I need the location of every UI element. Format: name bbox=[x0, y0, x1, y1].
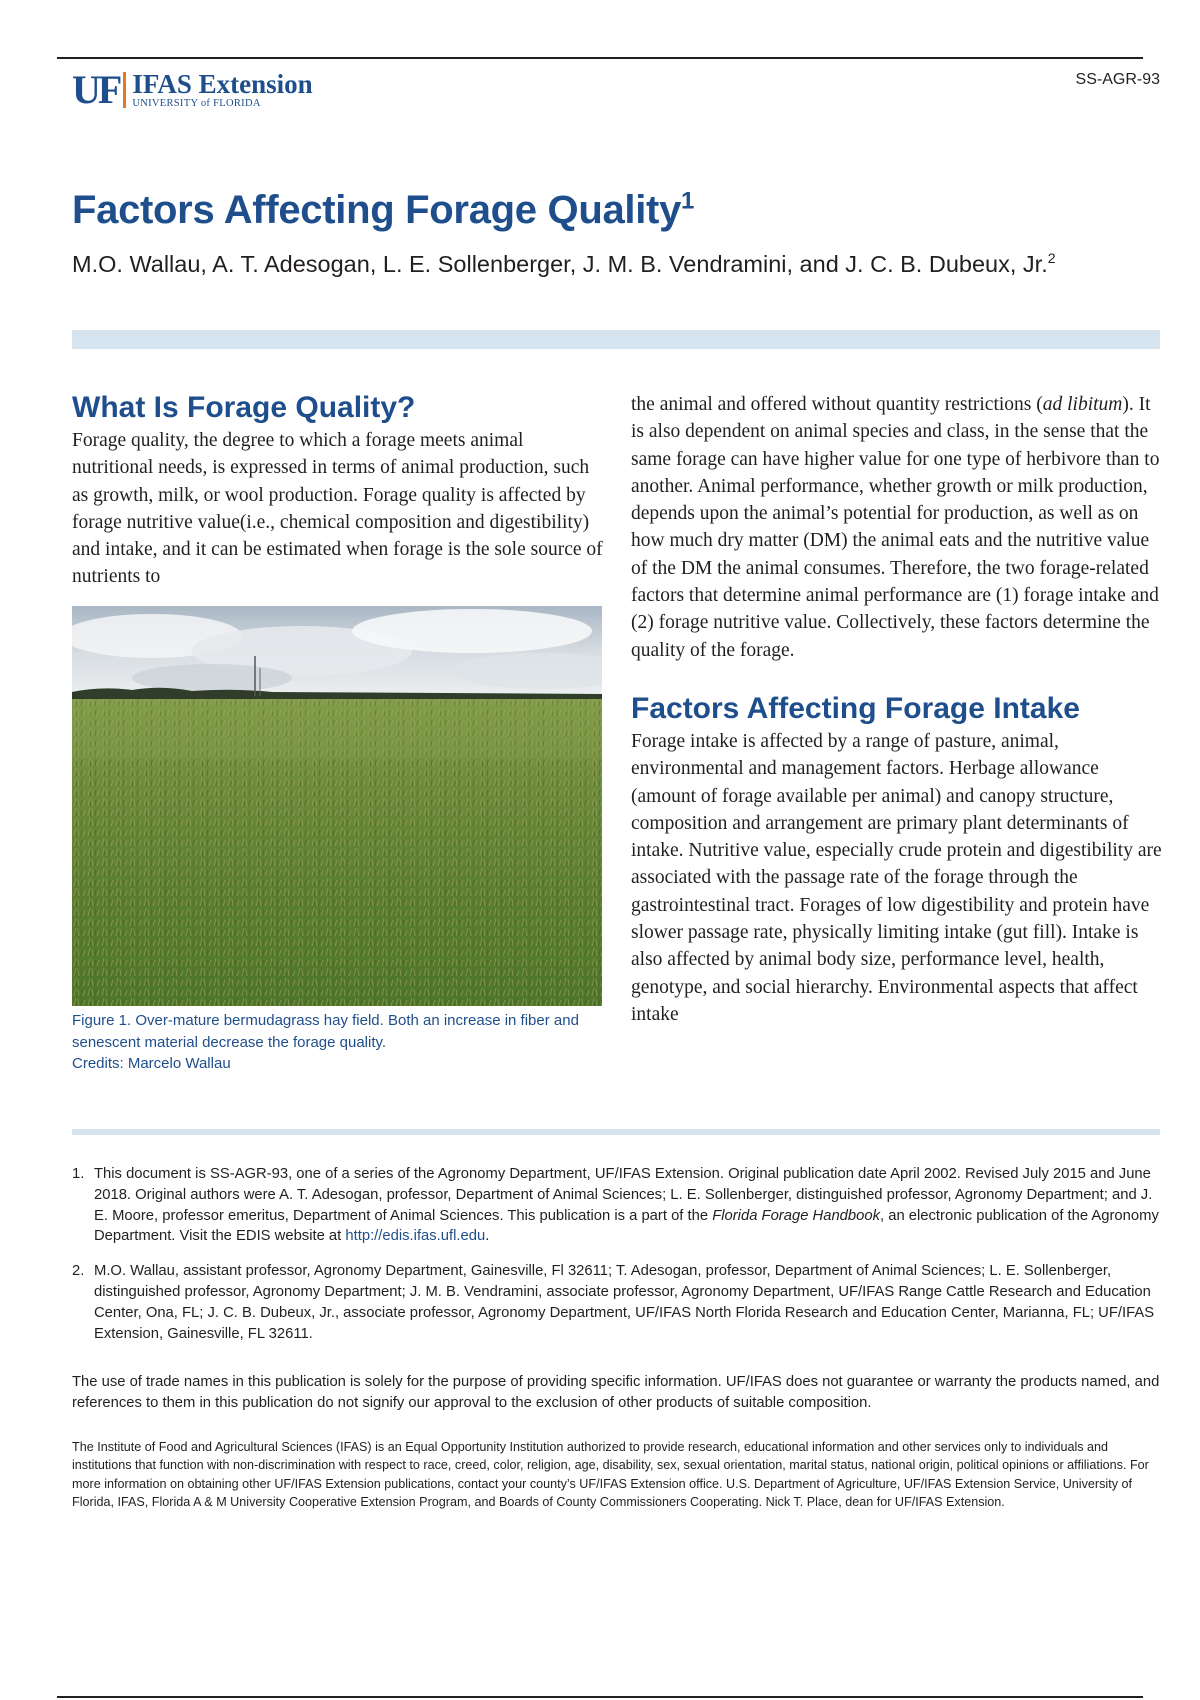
section-paragraph-forage-intake: Forage intake is affected by a range of pasture, animal, environmental and management factors. Herbage allowance (amount of forage available per animal) and canopy structure, composition and arrangement are primary plant determinants of intake. Nutritive value, especially crude protein and digestibility are associated with the passage rate of the forage through the gastrointestinal tract. Forages of low digestibility and protein have slower passage rate, physically limiting intake (gut fill). Intake is also affected by animal body size, performance level, health, genotype, and social hierarchy. Environmental aspects that affect intake bbox=[631, 730, 1162, 1025]
continued-text-b: ). It is also dependent on animal species and class, in the sense that the same forage can have higher value for one type of herbivore than to another. Animal performance, whether growth or milk production, depends upon the animal’s potential for production, as well as on how much dry matter (DM) the animal eats and the nutritive value of the DM the animal consumes. Therefore, the two forage-related factors that determine animal performance are (1) forage intake and (2) forage nutritive value. Collectively, these factors determine the quality of the forage. bbox=[631, 394, 1160, 661]
figure-credits: Credits: Marcelo Wallau bbox=[72, 1055, 231, 1072]
trade-name-notice: The use of trade names in this publication is solely for the purpose of providing specific information. UF/IFAS does not guarantee or warranty the products named, and references to them in this publication do not signify our approval to the exclusion of other products of suitable composition. bbox=[72, 1374, 1160, 1411]
header-band bbox=[72, 330, 1160, 349]
footnote-text-b: , an electronic publication of the Agronomy Department. Visit the EDIS website at bbox=[94, 1207, 1159, 1245]
footnote-number: 1. bbox=[72, 1166, 85, 1182]
footnote-text-a: This document is SS-AGR-93, one of a series of the Agronomy Department, UF/IFAS Extension. Original publication date April 2002. Revised July 2015 and June 2018. Original authors were A. T. Adesogan, professor, Department of Animal Sciences; L. E. Sollenberger, distinguished professor, Agronomy Department; and J. E. Moore, professor emeritus, Department of Animal Sciences. This publication is a part of the bbox=[94, 1166, 1153, 1224]
footnote-divider bbox=[72, 1129, 1160, 1135]
figure-1-photo bbox=[72, 606, 602, 1006]
authors-text: M.O. Wallau, A. T. Adesogan, L. E. Sollenberger, J. M. B. Vendramini, and J. C. B. Dubeux, Jr. bbox=[72, 251, 1048, 277]
footnotes bbox=[72, 1164, 1162, 1358]
equal-opportunity-statement: The Institute of Food and Agricultural Sciences (IFAS) is an Equal Opportunity Institution authorized to provide research, educational information and other services only to individuals and institutions that function with non-discrimination with respect to race, creed, color, religion, age, disability, sex, sexual orientation, marital status, national origin, political opinions or affiliations. For more information on obtaining other UF/IFAS Extension publications, contact your county’s UF/IFAS Extension office. U.S. Department of Agriculture, UF/IFAS Extension Service, University of Florida, IFAS, Florida A & M University Cooperative Extension Program, and Boards of County Commissioners Cooperating. Nick T. Place, dean for UF/IFAS Extension. bbox=[72, 1440, 1149, 1510]
continued-text-a: the animal and offered without quantity restrictions ( bbox=[631, 394, 1043, 415]
footnote-italic-title: Florida Forage Handbook bbox=[712, 1207, 880, 1224]
figure-caption-text: Figure 1. Over-mature bermudagrass hay field. Both an increase in fiber and senescent material decrease the forage quality. bbox=[72, 1012, 579, 1051]
top-rule bbox=[57, 57, 1143, 59]
section-paragraph-continued bbox=[631, 391, 1162, 664]
footnote-text bbox=[94, 1164, 1162, 1247]
document-code: SS-AGR-93 bbox=[1075, 71, 1160, 88]
section-heading-forage-intake: Factors Affecting Forage Intake bbox=[631, 691, 1080, 725]
edis-link[interactable]: http://edis.ifas.ufl.edu bbox=[345, 1228, 486, 1245]
section-paragraph-forage-quality: Forage quality, the degree to which a forage meets animal nutritional needs, is expressed in terms of animal production, such as growth, milk, or wool production. Forage quality is affected by forage nutritive value(i.e., chemical composition and digestibility) and intake, and it can be estimated when forage is the sole source of nutrients to bbox=[72, 430, 603, 588]
logo-divider bbox=[123, 72, 126, 108]
title-footnote-mark[interactable]: 1 bbox=[681, 187, 695, 215]
footnote-text: M.O. Wallau, assistant professor, Agronomy Department, Gainesville, Fl 32611; T. Adesogan, professor, Department of Animal Sciences; L. E. Sollenberger, distinguished professor, Agronomy Department; J. M. B. Vendramini, associate professor, Agronomy Department, UF/IFAS Range Cattle Research and Education Center, Ona, FL; J. C. B. Dubeux, Jr., associate professor, Agronomy Department, UF/IFAS North Florida Research and Education Center, Marianna, FL; UF/IFAS Extension, Gainesville, FL 32611. bbox=[94, 1263, 1155, 1342]
footnote-item bbox=[72, 1261, 1162, 1344]
continued-italic-term: ad libitum bbox=[1042, 394, 1123, 415]
figure-1-caption bbox=[72, 1010, 602, 1075]
bottom-rule bbox=[57, 1696, 1143, 1698]
section-heading-forage-quality: What Is Forage Quality? bbox=[72, 391, 416, 424]
logo-university-text: UNIVERSITY of FLORIDA bbox=[132, 98, 261, 109]
logo-wordmark bbox=[132, 70, 312, 110]
uf-logo-mark: UF bbox=[72, 67, 120, 112]
authors-footnote-mark[interactable]: 2 bbox=[1047, 250, 1056, 267]
logo-extension-text: IFAS Extension bbox=[132, 69, 313, 99]
title-text: Factors Affecting Forage Quality bbox=[72, 188, 682, 232]
uf-ifas-extension-logo[interactable] bbox=[72, 67, 313, 112]
footnote-item bbox=[72, 1164, 1162, 1247]
footnote-text-c: . bbox=[485, 1228, 490, 1245]
left-column bbox=[72, 391, 606, 591]
footnote-number: 2. bbox=[72, 1263, 85, 1280]
page-title bbox=[72, 186, 694, 234]
authors-line bbox=[72, 249, 1056, 279]
right-column bbox=[631, 391, 1162, 1028]
